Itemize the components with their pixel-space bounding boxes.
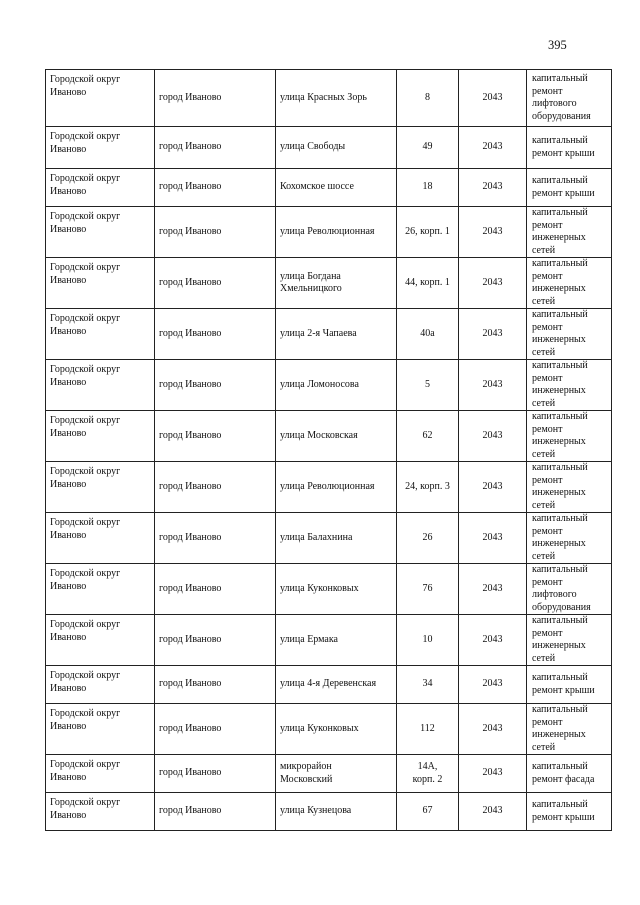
- table-row: [46, 207, 612, 258]
- house-cell: 8: [397, 70, 459, 127]
- year-cell: 2043: [459, 411, 527, 462]
- municipality-cell: Городской округ Иваново: [46, 666, 155, 704]
- work-type-cell: капитальный ремонт инженерных сетей: [527, 704, 612, 755]
- table-row: [46, 462, 612, 513]
- house-cell: 14А, корп. 2: [397, 755, 459, 793]
- street-cell: улица 2-я Чапаева: [276, 309, 397, 360]
- street-cell: улица Революционная: [276, 207, 397, 258]
- work-type-cell: капитальный ремонт инженерных сетей: [527, 615, 612, 666]
- house-cell: 10: [397, 615, 459, 666]
- table-row: [46, 615, 612, 666]
- table-row: [46, 127, 612, 169]
- table-row: [46, 513, 612, 564]
- house-cell: 49: [397, 127, 459, 169]
- year-cell: 2043: [459, 615, 527, 666]
- work-type-cell: капитальный ремонт крыши: [527, 169, 612, 207]
- work-type-cell: капитальный ремонт крыши: [527, 793, 612, 831]
- table-row: [46, 411, 612, 462]
- municipality-cell: Городской округ Иваново: [46, 127, 155, 169]
- street-cell: улица Ермака: [276, 615, 397, 666]
- street-cell: улица 4-я Деревенская: [276, 666, 397, 704]
- house-cell: 26, корп. 1: [397, 207, 459, 258]
- work-type-cell: капитальный ремонт инженерных сетей: [527, 207, 612, 258]
- year-cell: 2043: [459, 309, 527, 360]
- street-cell: микрорайон Московский: [276, 755, 397, 793]
- work-type-cell: капитальный ремонт крыши: [527, 127, 612, 169]
- work-type-cell: капитальный ремонт инженерных сетей: [527, 360, 612, 411]
- locality-cell: город Иваново: [155, 309, 276, 360]
- municipality-cell: Городской округ Иваново: [46, 309, 155, 360]
- locality-cell: город Иваново: [155, 169, 276, 207]
- municipality-cell: Городской округ Иваново: [46, 755, 155, 793]
- work-type-cell: капитальный ремонт инженерных сетей: [527, 258, 612, 309]
- locality-cell: город Иваново: [155, 462, 276, 513]
- table-row: [46, 70, 612, 127]
- year-cell: 2043: [459, 793, 527, 831]
- table-row: [46, 755, 612, 793]
- year-cell: 2043: [459, 258, 527, 309]
- street-cell: улица Богдана Хмельницкого: [276, 258, 397, 309]
- municipality-cell: Городской округ Иваново: [46, 258, 155, 309]
- locality-cell: город Иваново: [155, 564, 276, 615]
- table-row: [46, 360, 612, 411]
- municipality-cell: Городской округ Иваново: [46, 70, 155, 127]
- work-type-cell: капитальный ремонт лифтового оборудования: [527, 70, 612, 127]
- year-cell: 2043: [459, 127, 527, 169]
- locality-cell: город Иваново: [155, 704, 276, 755]
- locality-cell: город Иваново: [155, 127, 276, 169]
- municipality-cell: Городской округ Иваново: [46, 615, 155, 666]
- work-type-cell: капитальный ремонт инженерных сетей: [527, 411, 612, 462]
- house-cell: 112: [397, 704, 459, 755]
- table-row: [46, 564, 612, 615]
- page-number: 395: [548, 38, 567, 52]
- house-cell: 5: [397, 360, 459, 411]
- locality-cell: город Иваново: [155, 207, 276, 258]
- house-cell: 76: [397, 564, 459, 615]
- work-type-cell: капитальный ремонт инженерных сетей: [527, 462, 612, 513]
- street-cell: улица Балахнина: [276, 513, 397, 564]
- house-cell: 34: [397, 666, 459, 704]
- table-row: [46, 169, 612, 207]
- municipality-cell: Городской округ Иваново: [46, 513, 155, 564]
- locality-cell: город Иваново: [155, 258, 276, 309]
- year-cell: 2043: [459, 169, 527, 207]
- municipality-cell: Городской округ Иваново: [46, 462, 155, 513]
- locality-cell: город Иваново: [155, 615, 276, 666]
- municipality-cell: Городской округ Иваново: [46, 564, 155, 615]
- table-row: [46, 704, 612, 755]
- work-type-cell: капитальный ремонт лифтового оборудования: [527, 564, 612, 615]
- table-row: [46, 309, 612, 360]
- table-row: [46, 258, 612, 309]
- work-type-cell: капитальный ремонт инженерных сетей: [527, 513, 612, 564]
- street-cell: улица Ломоносова: [276, 360, 397, 411]
- work-type-cell: капитальный ремонт инженерных сетей: [527, 309, 612, 360]
- house-cell: 26: [397, 513, 459, 564]
- year-cell: 2043: [459, 704, 527, 755]
- repair-schedule-table: [45, 69, 612, 831]
- municipality-cell: Городской округ Иваново: [46, 704, 155, 755]
- year-cell: 2043: [459, 360, 527, 411]
- municipality-cell: Городской округ Иваново: [46, 169, 155, 207]
- year-cell: 2043: [459, 462, 527, 513]
- municipality-cell: Городской округ Иваново: [46, 411, 155, 462]
- locality-cell: город Иваново: [155, 793, 276, 831]
- street-cell: улица Свободы: [276, 127, 397, 169]
- year-cell: 2043: [459, 207, 527, 258]
- locality-cell: город Иваново: [155, 755, 276, 793]
- house-cell: 24, корп. 3: [397, 462, 459, 513]
- house-cell: 62: [397, 411, 459, 462]
- street-cell: Кохомское шоссе: [276, 169, 397, 207]
- locality-cell: город Иваново: [155, 666, 276, 704]
- work-type-cell: капитальный ремонт фасада: [527, 755, 612, 793]
- municipality-cell: Городской округ Иваново: [46, 793, 155, 831]
- street-cell: улица Революционная: [276, 462, 397, 513]
- table-row: [46, 666, 612, 704]
- table-row: [46, 793, 612, 831]
- locality-cell: город Иваново: [155, 360, 276, 411]
- year-cell: 2043: [459, 755, 527, 793]
- house-cell: 40а: [397, 309, 459, 360]
- locality-cell: город Иваново: [155, 70, 276, 127]
- house-cell: 18: [397, 169, 459, 207]
- street-cell: улица Кузнецова: [276, 793, 397, 831]
- street-cell: улица Московская: [276, 411, 397, 462]
- house-cell: 44, корп. 1: [397, 258, 459, 309]
- street-cell: улица Куконковых: [276, 704, 397, 755]
- municipality-cell: Городской округ Иваново: [46, 207, 155, 258]
- street-cell: улица Куконковых: [276, 564, 397, 615]
- year-cell: 2043: [459, 564, 527, 615]
- locality-cell: город Иваново: [155, 513, 276, 564]
- street-cell: улица Красных Зорь: [276, 70, 397, 127]
- year-cell: 2043: [459, 70, 527, 127]
- municipality-cell: Городской округ Иваново: [46, 360, 155, 411]
- year-cell: 2043: [459, 513, 527, 564]
- house-cell: 67: [397, 793, 459, 831]
- work-type-cell: капитальный ремонт крыши: [527, 666, 612, 704]
- year-cell: 2043: [459, 666, 527, 704]
- locality-cell: город Иваново: [155, 411, 276, 462]
